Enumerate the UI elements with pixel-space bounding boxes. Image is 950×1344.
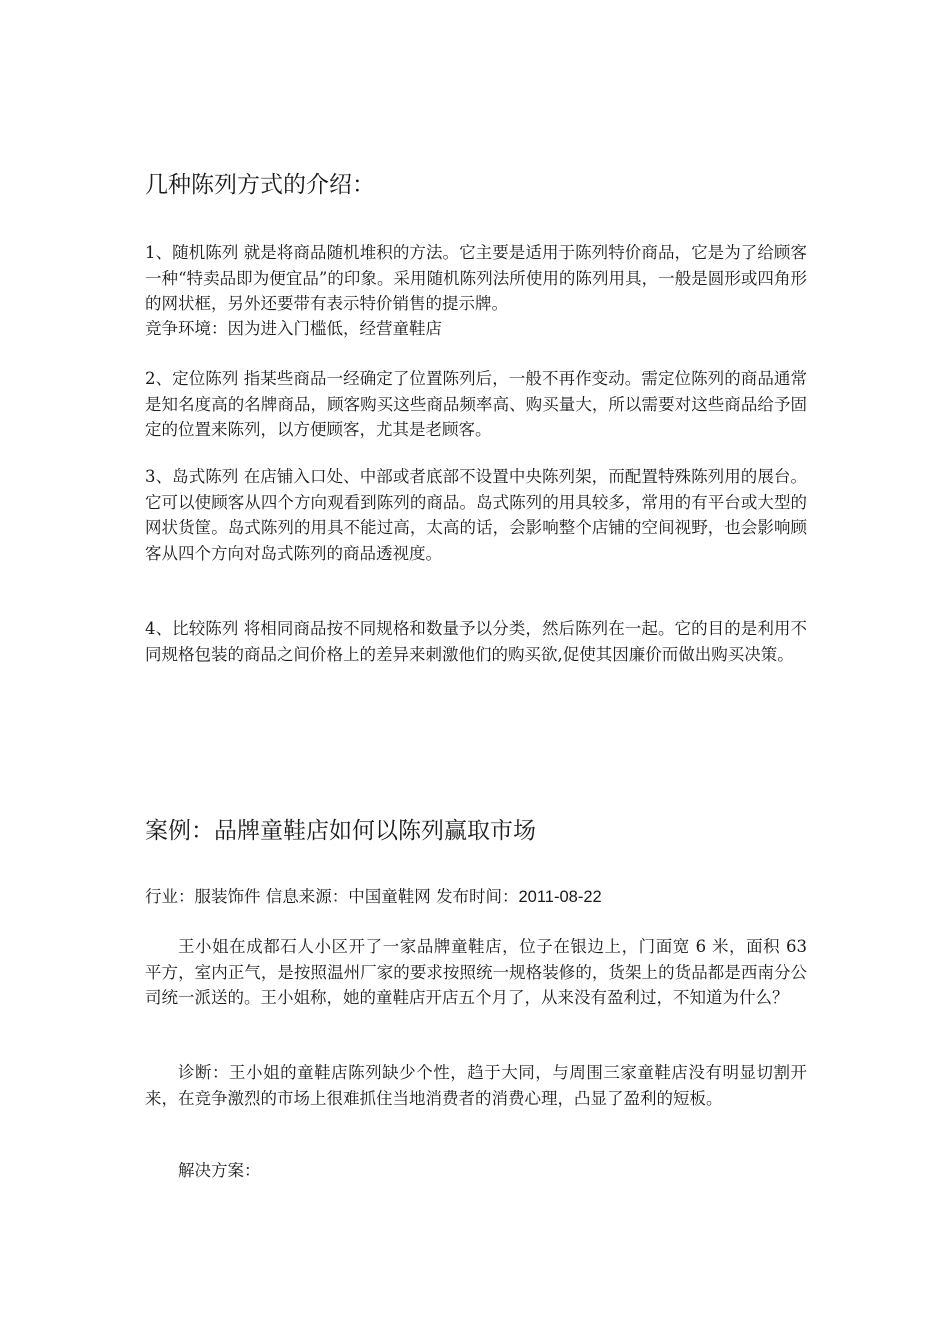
article-meta (145, 884, 602, 911)
case-description: 王小姐在成都石人小区开了一家品牌童鞋店，位子在银边上，门面宽 6 米，面积 63 平方，室内正气，是按照温州厂家的要求按照统一规格装修的，货架上的货品都是西南分公司统一派送的。王小姐称，她的童鞋店开店五个月了，从来没有盈利过，不知道为什么？ (145, 937, 807, 1007)
article-meta-prefix: 行业：服装饰件 信息来源：中国童鞋网 发布时间： (145, 887, 519, 906)
item-comparison-display: 4、比较陈列 将相同商品按不同规格和数量予以分类，然后陈列在一起。它的目的是利用不同规格包装的商品之间价格上的差异来刺激他们的购买欲,促使其因廉价而做出购买决策。 (145, 619, 807, 664)
item-fixed-display: 2、定位陈列 指某些商品一经确定了位置陈列后，一般不再作变动。需定位陈列的商品通常是知名度高的名牌商品，顾客购买这些商品频率高、购买量大，所以需要对这些商品给予固定的位置来陈列，以方便顾客，尤其是老顾客。 (145, 369, 807, 439)
case-diagnosis: 诊断：王小姐的童鞋店陈列缺少个性，趋于大同，与周围三家童鞋店没有明显切割开来，在竞争激烈的市场上很难抓住当地消费者的消费心理，凸显了盈利的短板。 (145, 1063, 807, 1108)
section2-title: 案例：品牌童鞋店如何以陈列赢取市场 (145, 818, 536, 844)
case-solution-heading: 解决方案： (178, 1161, 261, 1180)
item-island-display: 3、岛式陈列 在店铺入口处、中部或者底部不设置中央陈列架，而配置特殊陈列用的展台。它可以使顾客从四个方向观看到陈列的商品。岛式陈列的用具较多，常用的有平台或大型的网状货筐。岛式陈列的用具不能过高，太高的话，会影响整个店铺的空间视野，也会影响顾客从四个方向对岛式陈列的商品透视度。 (145, 467, 807, 563)
publish-date: 2011-08-22 (518, 888, 602, 906)
competition-note: 竞争环境：因为进入门槛低，经营童鞋店 (145, 319, 442, 338)
item-random-display: 1、随机陈列 就是将商品随机堆积的方法。它主要是适用于陈列特价商品，它是为了给顾客一种“特卖品即为便宜品”的印象。采用随机陈列法所使用的陈列用具，一般是圆形或四角形的网状框，另外还要带有表示特价销售的提示牌。 (145, 243, 807, 313)
section1-title: 几种陈列方式的介绍： (145, 172, 375, 198)
